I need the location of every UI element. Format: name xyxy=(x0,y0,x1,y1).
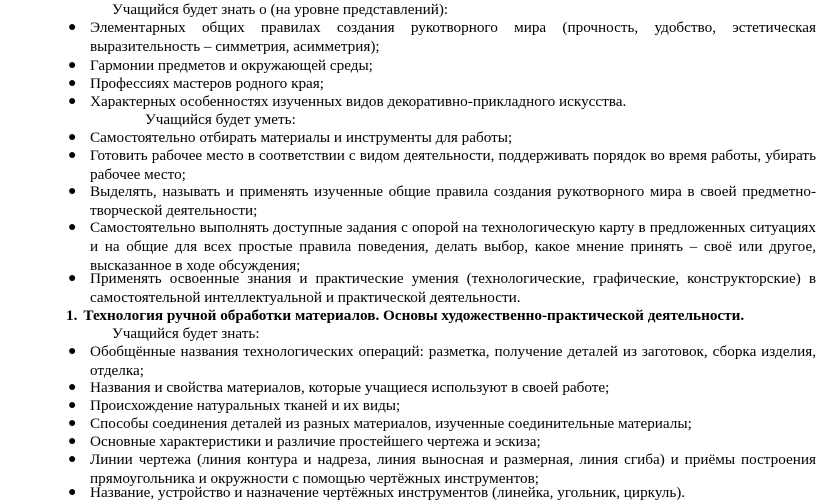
bullet-icon: ● xyxy=(68,58,77,73)
bullet-icon: ● xyxy=(68,344,77,359)
list-item: ● Название, устройство и назначение чертёжных инструментов (линейка, угольник, циркуль). xyxy=(68,484,686,501)
list-item: ● Обобщённые названия технологических операций: разметка, получение деталей из заготовок, сборка изделия, отделка; xyxy=(68,343,816,379)
section-title: Технология ручной обработки материалов. Основы художественно-практической деятельности. xyxy=(83,307,745,324)
list-item: ● Профессиях мастеров родного края; xyxy=(68,75,324,92)
list-item: ● Основные характеристики и различие простейшего чертежа и эскиза; xyxy=(68,433,541,450)
bullet-icon: ● xyxy=(68,94,77,109)
list-item: ● Характерных особенностях изученных видов декоративно-прикладного искусства. xyxy=(68,93,627,110)
section-heading xyxy=(66,307,816,325)
bullet-icon: ● xyxy=(68,76,77,91)
list-item: ● Готовить рабочее место в соответствии с видом деятельности, поддерживать порядок во время работы, убирать рабочее место; xyxy=(68,147,816,183)
bullet-icon: ● xyxy=(68,271,77,286)
list-item: ● Происхождение натуральных тканей и их виды; xyxy=(68,397,401,414)
list-item: ● Способы соединения деталей из разных материалов, изученные соединительные материалы; xyxy=(68,415,692,432)
bullet-icon: ● xyxy=(68,452,77,467)
intro-able: Учащийся будет уметь: xyxy=(145,111,296,128)
list-item: ● Гармонии предметов и окружающей среды; xyxy=(68,57,373,74)
intro-know: Учащийся будет знать о (на уровне представлений): xyxy=(112,1,449,18)
list-item: ● Применять освоенные знания и практические умения (технологические, графические, конструкторские) в самостоятельной интеллектуальной и практической деятельности. xyxy=(68,270,816,306)
bullet-icon: ● xyxy=(68,130,77,145)
bullet-icon: ● xyxy=(68,184,77,199)
bullet-icon: ● xyxy=(68,398,77,413)
section-number: 1. xyxy=(66,307,78,324)
bullet-icon: ● xyxy=(68,485,77,500)
list-item: ● Самостоятельно отбирать материалы и инструменты для работы; xyxy=(68,129,513,146)
list-item: ● Названия и свойства материалов, которые учащиеся используют в своей работе; xyxy=(68,379,610,396)
bullet-icon: ● xyxy=(68,148,77,163)
bullet-icon: ● xyxy=(68,434,77,449)
list-item: ● Элементарных общих правилах создания рукотворного мира (прочность, удобство, эстетическая выразительность – симметрия, асимметрия); xyxy=(68,19,816,55)
bullet-icon: ● xyxy=(68,20,77,35)
list-item: ● Самостоятельно выполнять доступные задания с опорой на технологическую карту в предложенных ситуациях и на общие для всех простые правила поведения, делать выбор, какое мнение принять – своё или другое, высказанное в ходе обсуждения; xyxy=(68,219,816,274)
list-item: ● Выделять, называть и применять изученные общие правила создания рукотворного мира в своей предметно-творческой деятельности; xyxy=(68,183,816,219)
list-item: ● Линии чертежа (линия контура и надреза, линия выносная и размерная, линия сгиба) и приёмы построения прямоугольника и окружности с помощью чертёжных инструментов; xyxy=(68,451,816,487)
intro-know-2: Учащийся будет знать: xyxy=(112,325,260,342)
bullet-icon: ● xyxy=(68,380,77,395)
bullet-icon: ● xyxy=(68,416,77,431)
bullet-icon: ● xyxy=(68,220,77,235)
